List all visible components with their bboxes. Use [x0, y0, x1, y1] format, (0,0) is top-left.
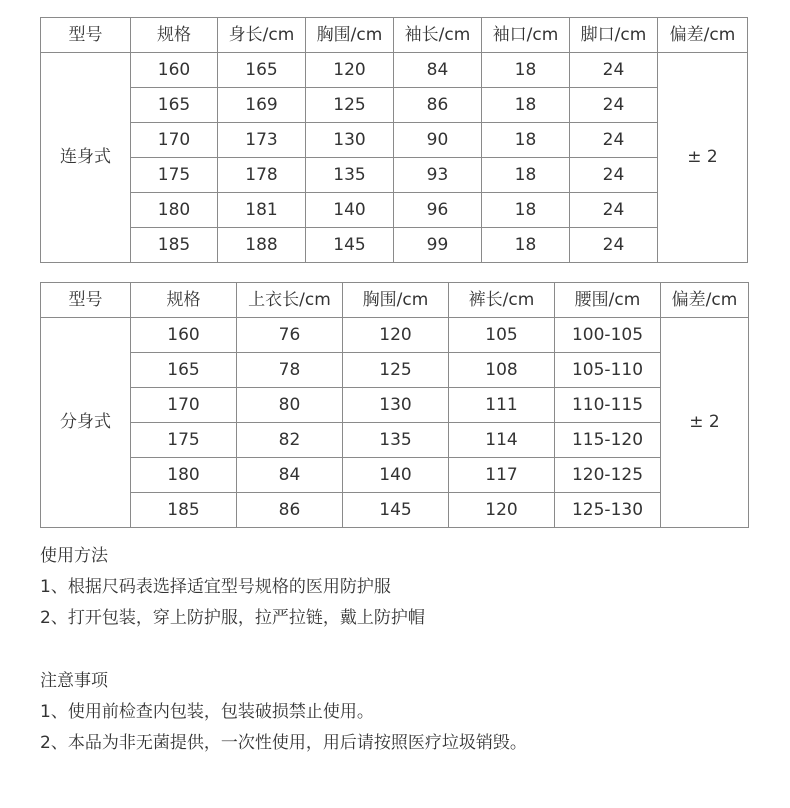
table-cell: 105	[449, 318, 555, 353]
column-header: 偏差/cm	[658, 18, 748, 53]
table-row	[41, 193, 748, 228]
table-cell: 188	[218, 228, 306, 263]
table-cell: 173	[218, 123, 306, 158]
table-cell: 100-105	[555, 318, 661, 353]
table-cell: 18	[482, 123, 570, 158]
table-row	[41, 88, 748, 123]
table-cell: 130	[343, 388, 449, 423]
table-cell: 24	[570, 158, 658, 193]
column-header: 腰围/cm	[555, 283, 661, 318]
table-cell: 160	[131, 53, 218, 88]
list-item: 2、本品为非无菌提供，一次性使用，用后请按照医疗垃圾销毁。	[40, 733, 527, 753]
column-header: 型号	[41, 18, 131, 53]
table-cell: 24	[570, 123, 658, 158]
table-cell: 180	[131, 193, 218, 228]
table-cell: 170	[131, 388, 237, 423]
table-cell: 82	[237, 423, 343, 458]
table-cell: 170	[131, 123, 218, 158]
table-row	[41, 423, 749, 458]
table-cell: 86	[237, 493, 343, 528]
table-cell: 115-120	[555, 423, 661, 458]
table-row	[41, 388, 749, 423]
table-row	[41, 123, 748, 158]
column-header: 裤长/cm	[449, 283, 555, 318]
column-header: 胸围/cm	[343, 283, 449, 318]
table-cell: 108	[449, 353, 555, 388]
tolerance-cell: ± 2	[661, 318, 749, 528]
table-cell: 24	[570, 88, 658, 123]
table-cell: 178	[218, 158, 306, 193]
table-cell: 80	[237, 388, 343, 423]
table-cell: 110-115	[555, 388, 661, 423]
usage-section	[40, 541, 425, 634]
table-cell: 18	[482, 158, 570, 193]
header-row	[41, 18, 748, 53]
table-row	[41, 458, 749, 493]
table-cell: 165	[218, 53, 306, 88]
table-cell: 120	[343, 318, 449, 353]
list-item: 2、打开包装，穿上防护服，拉严拉链，戴上防护帽	[40, 608, 425, 628]
column-header: 规格	[131, 283, 237, 318]
table-cell: 105-110	[555, 353, 661, 388]
table-row	[41, 493, 749, 528]
table-cell: 114	[449, 423, 555, 458]
header-row	[41, 283, 749, 318]
table-row	[41, 353, 749, 388]
table-cell: 125-130	[555, 493, 661, 528]
table-cell: 140	[343, 458, 449, 493]
table-cell: 18	[482, 228, 570, 263]
table-cell: 181	[218, 193, 306, 228]
list-item: 1、根据尺码表选择适宜型号规格的医用防护服	[40, 577, 391, 597]
table-cell: 99	[394, 228, 482, 263]
table-cell: 96	[394, 193, 482, 228]
size-table-one-piece	[40, 17, 748, 263]
table-cell: 175	[131, 158, 218, 193]
caution-section	[40, 666, 527, 759]
column-header: 胸围/cm	[306, 18, 394, 53]
table-cell: 76	[237, 318, 343, 353]
section-title: 使用方法	[40, 546, 108, 566]
table-cell: 145	[306, 228, 394, 263]
table-cell: 175	[131, 423, 237, 458]
table-cell: 78	[237, 353, 343, 388]
table-cell: 180	[131, 458, 237, 493]
section-title: 注意事项	[40, 671, 108, 691]
table-cell: 18	[482, 193, 570, 228]
table-cell: 160	[131, 318, 237, 353]
type-label-cell: 连身式	[41, 53, 131, 263]
table-cell: 169	[218, 88, 306, 123]
table-cell: 125	[306, 88, 394, 123]
table-cell: 185	[131, 228, 218, 263]
table-cell: 18	[482, 53, 570, 88]
table-cell: 135	[343, 423, 449, 458]
table-cell: 84	[237, 458, 343, 493]
table-cell: 24	[570, 228, 658, 263]
tolerance-cell: ± 2	[658, 53, 748, 263]
table-cell: 24	[570, 193, 658, 228]
table-cell: 140	[306, 193, 394, 228]
table-row	[41, 53, 748, 88]
table-cell: 125	[343, 353, 449, 388]
table-cell: 18	[482, 88, 570, 123]
table-row	[41, 228, 748, 263]
column-header: 上衣长/cm	[237, 283, 343, 318]
type-label-cell: 分身式	[41, 318, 131, 528]
table-cell: 86	[394, 88, 482, 123]
column-header: 脚口/cm	[570, 18, 658, 53]
table-cell: 111	[449, 388, 555, 423]
size-table-two-piece	[40, 282, 749, 528]
table-cell: 120-125	[555, 458, 661, 493]
table-cell: 185	[131, 493, 237, 528]
table-cell: 117	[449, 458, 555, 493]
table-cell: 120	[449, 493, 555, 528]
column-header: 规格	[131, 18, 218, 53]
table-cell: 130	[306, 123, 394, 158]
list-item: 1、使用前检查内包装，包装破损禁止使用。	[40, 702, 374, 722]
column-header: 袖口/cm	[482, 18, 570, 53]
table-cell: 120	[306, 53, 394, 88]
column-header: 身长/cm	[218, 18, 306, 53]
column-header: 袖长/cm	[394, 18, 482, 53]
table-row	[41, 158, 748, 193]
column-header: 偏差/cm	[661, 283, 749, 318]
table-cell: 93	[394, 158, 482, 193]
table-cell: 165	[131, 353, 237, 388]
table-cell: 135	[306, 158, 394, 193]
table-cell: 84	[394, 53, 482, 88]
table-row	[41, 318, 749, 353]
table-cell: 165	[131, 88, 218, 123]
table-cell: 24	[570, 53, 658, 88]
column-header: 型号	[41, 283, 131, 318]
table-cell: 145	[343, 493, 449, 528]
table-cell: 90	[394, 123, 482, 158]
